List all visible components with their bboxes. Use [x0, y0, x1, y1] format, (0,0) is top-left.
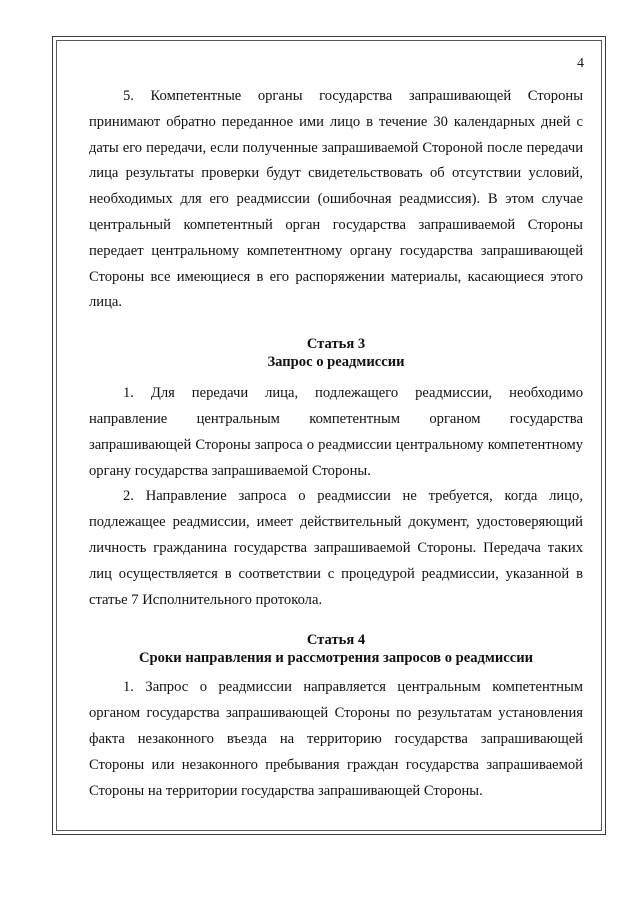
article-4-number: Статья 4	[306, 632, 366, 649]
article-3-paragraph-1: 1. Для передачи лица, подлежащего реадмиссии, необходимо направление центральным компетентным органом государства запрашивающей Стороны запроса о реадмиссии центральному компетентному органу государства запрашиваемой Стороны.	[89, 385, 583, 479]
article-4-paragraph-1: 1. Запрос о реадмиссии направляется центральным компетентным органом государства запрашивающей Стороны по результатам установления факта незаконного въезда на территорию государства запрашивающей Стороны или незаконного пребывания граждан государства запрашиваемой Стороны на территории государства запрашивающей Стороны.	[89, 679, 583, 799]
article-3	[89, 335, 583, 613]
page-number: 4	[577, 56, 584, 71]
article-4-title: Сроки направления и рассмотрения запросов о реадмиссии	[138, 650, 534, 667]
article-3-title: Запрос о реадмиссии	[267, 354, 405, 371]
document-body	[89, 84, 583, 804]
article-3-number: Статья 3	[306, 336, 366, 353]
paragraph-5: 5. Компетентные органы государства запрашивающей Стороны принимают обратно переданное ими лицо в течение 30 календарных дней с даты его передачи, если полученные запрашиваемой Стороной после передачи лица результаты проверки будут свидетельствовать об отсутствии условий, необходимых для его реадмиссии (ошибочная реадмиссия). В этом случае центральный компетентный орган государства запрашиваемой Стороны передает центральному компетентному органу государства запрашивающей Стороны все имеющиеся в его распоряжении материалы, касающиеся этого лица.	[89, 88, 583, 311]
article-3-paragraph-2: 2. Направление запроса о реадмиссии не требуется, когда лицо, подлежащее реадмиссии, имеет действительный документ, удостоверяющий личность гражданина государства запрашиваемой Стороны. Передача таких лиц осуществляется в соответствии с процедурой реадмиссии, указанной в статье 7 Исполнительного протокола.	[89, 488, 583, 608]
article-4	[89, 631, 583, 804]
